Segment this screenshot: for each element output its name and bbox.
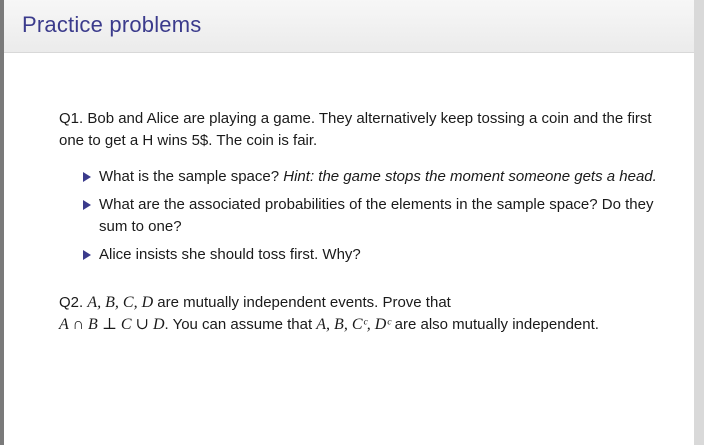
window-edge (694, 0, 704, 445)
bullet-triangle-icon (83, 200, 91, 210)
q1-text: Q1. Bob and Alice are playing a game. They alternatively keep tossing a coin and the first one to get a H wins 5$. The coin is fair. (59, 110, 652, 149)
q2-mid2: . You can assume that (164, 316, 317, 333)
q1-bullet-1-text: What is the sample space? (99, 168, 284, 185)
q2-suffix: are also mutually independent. (390, 316, 599, 333)
slide-content (59, 108, 659, 336)
q1-bullet-3-text: Alice insists she should toss first. Why? (99, 246, 361, 263)
q2-vars: A, B, C, D (87, 294, 154, 311)
bullet-triangle-icon (83, 172, 91, 182)
q1-bullet-2-text: What are the associated probabilities of the elements in the sample space? Do they sum to one? (99, 196, 654, 235)
bullet-triangle-icon (83, 250, 91, 260)
q2-mid1: are mutually independent events. Prove that (153, 294, 451, 311)
q1-bullet-list (73, 166, 659, 266)
q2-text (59, 292, 659, 336)
q2-prefix: Q2. (59, 294, 88, 311)
q1-bullet-1 (73, 166, 659, 188)
title-bar (4, 0, 694, 53)
q2-expr: A ∩ B ⊥ C ∪ D (59, 316, 165, 333)
q1-bullet-2 (73, 194, 659, 238)
q1-bullet-3 (73, 244, 659, 266)
slide-title: Practice problems (22, 12, 202, 37)
q2-vars2: A, B, Cᶜ, Dᶜ (316, 316, 391, 333)
q1-bullet-1-hint: Hint: the game stops the moment someone gets a head. (283, 168, 657, 185)
